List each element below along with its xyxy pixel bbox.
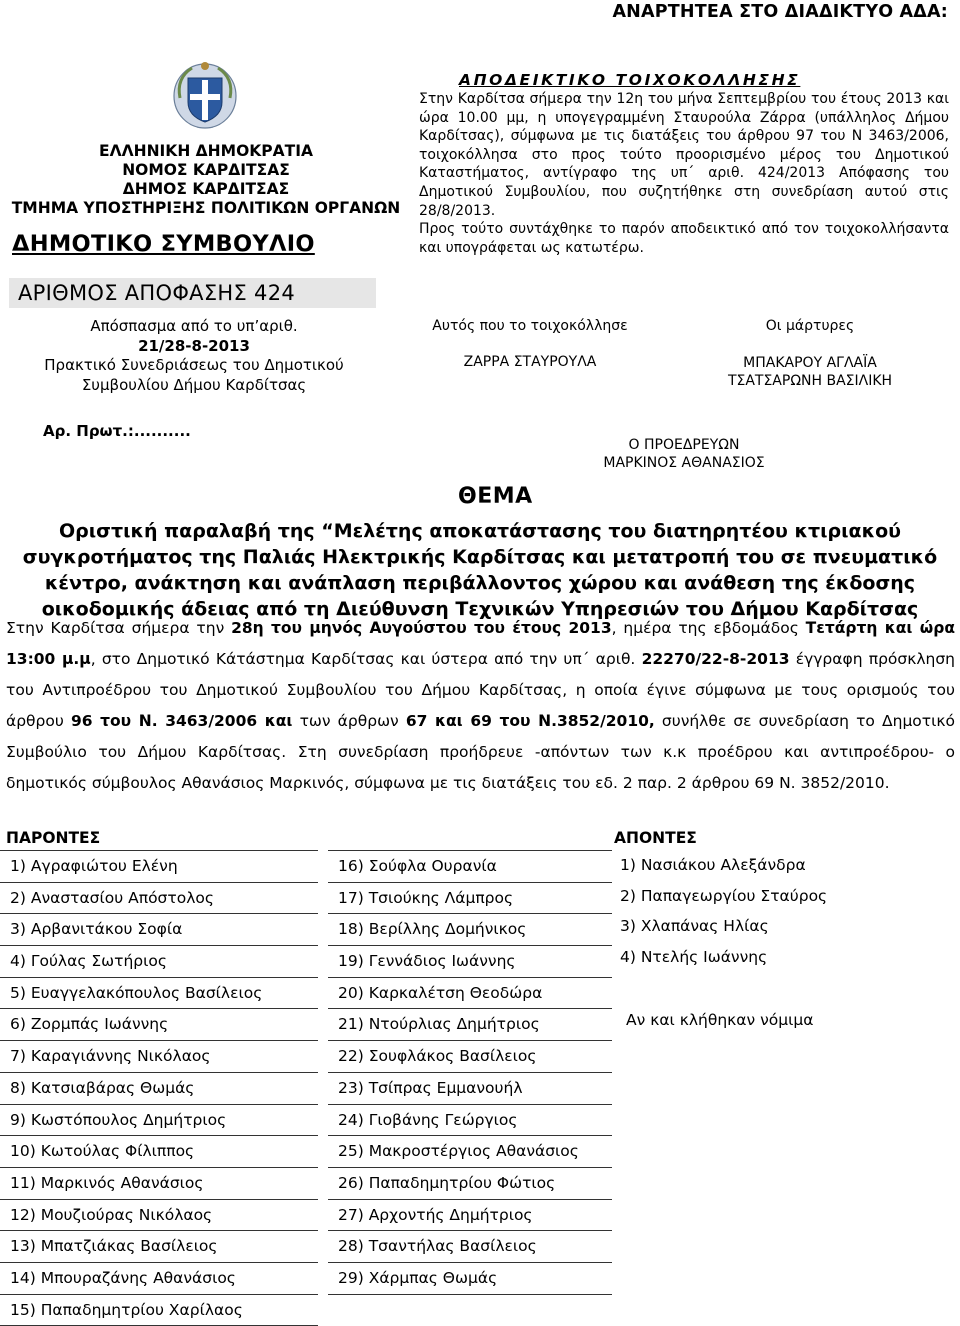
present-member: 23) Τσίπρας Εμμανουήλ xyxy=(328,1072,612,1104)
excerpt-line-4: Συμβουλίου Δήμου Καρδίτσας xyxy=(81,375,307,394)
present-list-2 xyxy=(328,850,612,1295)
present-member: 10) Κωτούλας Φίλιππος xyxy=(0,1135,318,1167)
certificate-title: ΑΠΟΔΕΙΚΤΙΚΟ ΤΟΙΧΟΚΟΛΛΗΣΗΣ xyxy=(459,71,801,89)
subject-title: Οριστική παραλαβή της “Μελέτης αποκατάστασης του διατηρητέου κτιριακού συγκροτήματος της Παλιάς Ηλεκτρικής Καρδίτσας και μετατροπή του σε πνευματικό κέντρο, ανάκτηση και ανάπλαση περιβάλλοντος χώρου και ανάθεση της έκδοσης οικοδομικής άδειας από τη Διεύθυνση Τεχνικών Υπηρεσιών του Δήμου Καρδίτσας xyxy=(22,520,938,620)
excerpt-line-1: Απόσπασμα από το υπ’αριθ. xyxy=(90,317,298,335)
header-republic: ΕΛΛΗΝΙΚΗ ΔΗΜΟΚΡΑΤΙΑ xyxy=(99,142,313,160)
absent-member: 3) Χλαπάνας Ηλίας xyxy=(620,917,769,936)
present-heading: ΠΑΡΟΝΤΕΣ xyxy=(6,829,101,847)
present-member: 4) Γούλας Σωτήριος xyxy=(0,945,318,977)
certificate-text-2: Προς τούτο συντάχθηκε το παρόν αποδεικτικό από τον τοιχοκολλήσαντα και υπογράφεται ως κατωτέρω. xyxy=(419,221,949,256)
header-prefecture: ΝΟΜΟΣ ΚΑΡΔΙΤΣΑΣ xyxy=(122,161,290,179)
present-member: 12) Μουζιούρας Νικόλαος xyxy=(0,1199,318,1231)
present-member: 11) Μαρκινός Αθανάσιος xyxy=(0,1167,318,1199)
absent-note: Αν και κλήθηκαν νόμιμα xyxy=(626,1011,814,1029)
certificate-text: Στην Καρδίτσα σήμερα την 12η του μήνα Σεπτεμβρίου του έτους 2013 και ώρα 10.00 μμ, η υπογεγραμμένη Σταυρούλα Ζάρρα (υπάλληλος Δήμου Καρδίτσας), σύμφωνα με τις διατάξεις του άρθρου 97 του Ν 3463/2006, τοιχοκόλλησα στο προς τούτο προορισμένο μέρος του Δημοτικού Καταστήματος, αντίγραφο της υπ΄ αριθ. 424/2013 Απόφασης του Δημοτικού Συμβουλίου, που συζητήθηκε στη συνεδρίαση αυτού στις 28/8/2013. xyxy=(419,91,949,219)
meeting-intro xyxy=(6,613,955,799)
protocol-number: Αρ. Πρωτ.:.......... xyxy=(43,422,191,440)
posting-banner: ΑΝΑΡΤΗΤΕΑ ΣΤΟ ΔΙΑΔΙΚΤΥΟ ΑΔΑ: xyxy=(612,2,948,22)
intro-part: Στην Καρδίτσα σήμερα την xyxy=(6,619,232,637)
intro-part: έγγραφη πρόσκληση του Αντιπροέδρου του Δημοτικού Συμβουλίου του Δήμου Καρδίτσας, η οποία έγινε σύμφωνα με τους ορισμούς του άρθρου xyxy=(6,650,955,730)
decision-number: ΑΡΙΘΜΟΣ ΑΠΟΦΑΣΗΣ 424 xyxy=(18,281,296,305)
present-member: 13) Μπατζιάκας Βασίλειος xyxy=(0,1230,318,1262)
present-member: 28) Τσαντήλας Βασίλειος xyxy=(328,1230,612,1262)
present-member: 5) Ευαγγελακόπουλος Βασίλειος xyxy=(0,977,318,1009)
present-member: 15) Παπαδημητρίου Χαρίλαος xyxy=(0,1294,318,1326)
present-member: 14) Μπουραζάνης Αθανάσιος xyxy=(0,1262,318,1294)
present-member: 22) Σουφλάκος Βασίλειος xyxy=(328,1040,612,1072)
intro-part: , ημέρα της εβδομάδος xyxy=(611,619,806,637)
present-member: 17) Τσιούκης Λάμπρος xyxy=(328,882,612,914)
present-member: 29) Χάρμπας Θωμάς xyxy=(328,1262,612,1295)
absent-member: 4) Ντελής Ιωάννης xyxy=(620,948,768,967)
present-list-1 xyxy=(0,850,318,1326)
absent-list xyxy=(614,850,914,973)
present-member: 1) Αγραφιώτου Ελένη xyxy=(0,850,318,882)
greek-coat-of-arms-icon xyxy=(172,58,238,130)
excerpt-minutes-number: 21/28-8-2013 xyxy=(138,336,250,355)
poster-name: ΖΑΡΡΑ ΣΤΑΥΡΟΥΛΑ xyxy=(463,354,597,370)
intro-part: των άρθρων xyxy=(292,712,406,730)
present-member: 8) Κατσιαβάρας Θωμάς xyxy=(0,1072,318,1104)
present-member: 21) Ντούρλιας Δημήτριος xyxy=(328,1008,612,1040)
present-member: 3) Αρβανιτάκου Σοφία xyxy=(0,913,318,945)
absent-heading: ΑΠΟΝΤΕΣ xyxy=(614,829,697,847)
present-member: 25) Μακροστέργιος Αθανάσιος xyxy=(328,1135,612,1167)
intro-law-2: 67 και 69 του Ν.3852/2010, xyxy=(405,712,655,730)
intro-part: , στο Δημοτικό Κάτάστημα Καρδίτσας και ύστερα από την υπ΄ αριθ. xyxy=(90,650,642,668)
council-title: ΔΗΜΟΤΙΚΟ ΣΥΜΒΟΥΛΙΟ xyxy=(12,231,315,257)
chair-name: ΜΑΡΚΙΝΟΣ ΑΘΑΝΑΣΙΟΣ xyxy=(603,455,765,471)
present-member: 20) Καρκαλέτση Θεοδώρα xyxy=(328,977,612,1009)
header-department: ΤΜΗΜΑ ΥΠΟΣΤΗΡΙΞΗΣ ΠΟΛΙΤΙΚΩΝ ΟΡΓΑΝΩΝ xyxy=(11,199,401,217)
minutes-excerpt xyxy=(10,317,378,395)
chair-label: Ο ΠΡΟΕΔΡΕΥΩΝ xyxy=(628,437,740,453)
certificate-body xyxy=(419,90,949,257)
intro-law-1: 96 του Ν. 3463/2006 και xyxy=(70,712,293,730)
present-member: 27) Αρχοντής Δημήτριος xyxy=(328,1199,612,1231)
present-member: 16) Σούφλα Ουρανία xyxy=(328,850,612,882)
intro-date: 28η του μηνός Αυγούστου του έτους 2013 xyxy=(231,619,612,637)
present-member: 6) Ζορμπάς Ιωάννης xyxy=(0,1008,318,1040)
present-member: 19) Γεννάδιος Ιωάννης xyxy=(328,945,612,977)
present-member: 18) Βερίλλης Δομήνικος xyxy=(328,913,612,945)
present-member: 2) Αναστασίου Απόστολος xyxy=(0,882,318,914)
issuer-header xyxy=(6,142,406,218)
intro-part: συνήλθε σε συνεδρίαση το Δημοτικό Συμβούλιο του Δήμου Καρδίτσας. Στη συνεδρίαση προήδρευε -απόντων των κ.κ προέδρου και αντιπροέδρου- ο δημοτικός σύμβουλος Αθανάσιος Μαρκινός, σύμφωνα με τις διατάξεις του εδ. 2 παρ. 2 άρθρου 69 Ν. 3852/2010. xyxy=(6,712,955,792)
subject-label: ΘΕΜΑ xyxy=(458,484,533,509)
intro-invitation-number: 22270/22-8-2013 xyxy=(641,650,790,668)
present-member: 24) Γιοβάνης Γεώργιος xyxy=(328,1104,612,1136)
absent-member: 2) Παπαγεωργίου Σταύρος xyxy=(620,886,828,905)
present-member: 7) Καραγιάννης Νικόλαος xyxy=(0,1040,318,1072)
chair-signature xyxy=(574,436,794,472)
present-member: 9) Κωστόπουλος Δημήτριος xyxy=(0,1104,318,1136)
header-municipality: ΔΗΜΟΣ ΚΑΡΔΙΤΣΑΣ xyxy=(122,180,290,198)
absent-member: 1) Νασιάκου Αλεξάνδρα xyxy=(620,856,806,874)
intro-day-time: Τετάρτη και ώρα 13:00 μ.μ xyxy=(6,619,955,668)
witnesses-names xyxy=(700,354,920,390)
witness-1: ΜΠΑΚΑΡΟΥ ΑΓΛΑΪΑ xyxy=(743,355,877,371)
witness-2: ΤΣΑΤΣΑΡΩΝΗ ΒΑΣΙΛΙΚΗ xyxy=(727,373,893,389)
excerpt-line-3: Πρακτικό Συνεδριάσεως του Δημοτικού xyxy=(44,356,344,374)
poster-label: Αυτός που το τοιχοκόλλησε xyxy=(432,318,628,334)
present-member: 26) Παπαδημητρίου Φώτιος xyxy=(328,1167,612,1199)
witnesses-label: Οι μάρτυρες xyxy=(765,318,855,334)
